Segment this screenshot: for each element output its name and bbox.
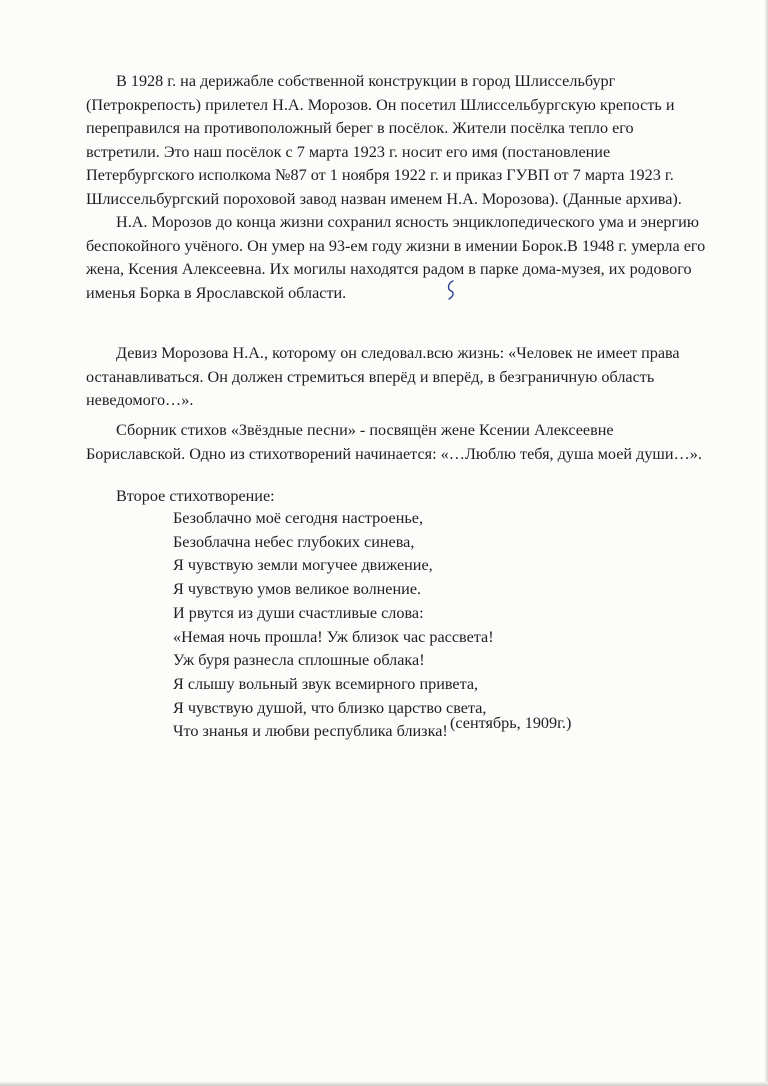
paragraph-dirigible xyxy=(86,70,706,211)
paragraph-later-life xyxy=(86,211,706,305)
paragraph-text: Девиз Морозова Н.А., которому он следовал.всю жизнь: «Человек не имеет права останавливаться. Он должен стремиться вперёд и вперёд, в безграничную область неведомого…». xyxy=(86,344,680,409)
paragraph-text: Н.А. Морозов до конца жизни сохранил ясность энциклопедического ума и энергию беспокойного учёного. Он умер на 93-ем году жизни в имении Борок.В 1948 г. умерла его жена, Ксения Алексеевна. Их могилы находятся радом в парке дома-музея, их родового именья Борка в Ярославской области. xyxy=(86,213,706,302)
poem-line: Я чувствую душой, что близко царство света, xyxy=(173,698,487,717)
poem-line: Я чувствую земли могучее движение, xyxy=(173,556,433,575)
paragraph-motto xyxy=(86,342,706,413)
paragraph-text: В 1928 г. на дерижабле собственной конструкции в город Шлиссельбург (Петрокрепость) прилетел Н.А. Морозов. Он посетил Шлиссельбургскую крепость и переправился на противоположный берег в посёлок. Жители посёлка тепло его встретили. Это наш посёлок с 7 марта 1923 г. носит его имя (постановление Петербургского исполкома №87 от 1 ноября 1922 г. и приказ ГУВП от 7 марта 1923 г. Шлиссельбургский пороховой завод назван именем Н.А. Морозова). (Данные архива). xyxy=(86,72,682,208)
poem-line: Я слышу вольный звук всемирного привета, xyxy=(173,674,479,693)
paragraph-text: Второе стихотворение: xyxy=(116,487,275,505)
poem-line: Безоблачно моё сегодня настроенье, xyxy=(173,509,424,527)
poem-date: (сентябрь, 1909г.) xyxy=(450,714,572,732)
paragraph-text: Сборник стихов «Звёздные песни» - посвящён жене Ксении Алексеевне Бориславской. Одно из стихотворений начинается: «…Люблю тебя, душа моей души…». xyxy=(86,421,702,463)
handwritten-correction-mark xyxy=(445,280,457,300)
paragraph-second-poem-intro xyxy=(86,485,706,509)
scan-edge-bottom xyxy=(0,1082,768,1086)
poem-line: И рвутся из души счастливые слова: xyxy=(173,603,424,622)
poem-line: Я чувствую умов великое волнение. xyxy=(173,580,422,599)
poem-line: «Немая ночь прошла! Уж близок час рассвета! xyxy=(173,627,494,646)
poem-line: Безоблачна небес глубоких синева, xyxy=(173,532,415,551)
poem-line: Что знанья и любви республика близка! xyxy=(173,722,448,741)
paragraph-collection xyxy=(86,419,706,466)
poem-line: Уж буря разнесла сплошные облака! xyxy=(173,651,425,670)
poem-block xyxy=(173,507,494,744)
